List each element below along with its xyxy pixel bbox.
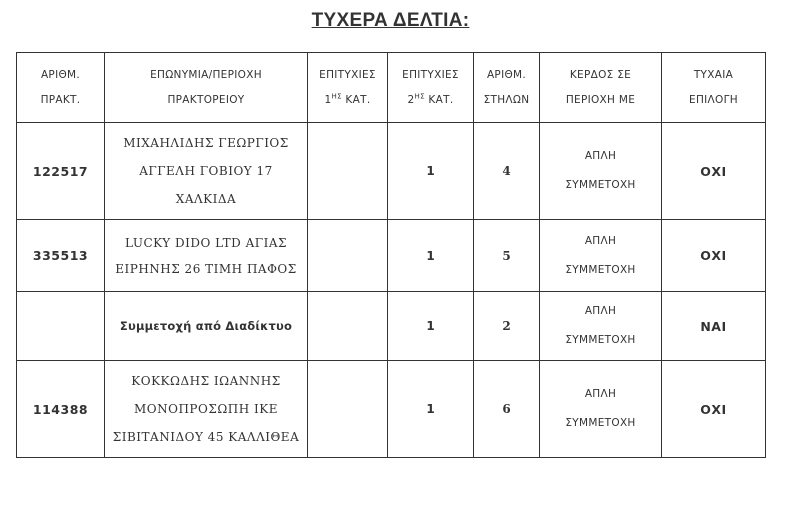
agency-name-cell [105,123,308,220]
header-wins-category-2 [388,53,474,123]
agency-line: Συμμετοχή από Διαδίκτυο [119,319,293,333]
columns-count-cell: 4 [474,123,540,220]
prize-line: ΑΠΛΗ [584,150,617,162]
table-row [17,123,766,220]
prize-area-cell [540,361,662,458]
header-agency-number [17,53,105,123]
agency-number-cell: 122517 [17,123,105,220]
table-row [17,361,766,458]
prize-area-cell [540,220,662,292]
category-superscript: ΗΣ [414,92,425,100]
random-pick-cell: ΟΧΙ [662,220,766,292]
header-text: ΠΕΡΙΟΧΗ ΜΕ [565,93,636,106]
prize-line: ΣΥΜΜΕΤΟΧΗ [565,179,636,191]
category-suffix: ΚΑΤ. [424,93,454,106]
header-prize-area [540,53,662,123]
header-text: ΕΠΙΛΟΓΗ [689,93,738,106]
lucky-tickets-table [16,52,766,458]
header-text: ΕΠΩΝΥΜΙΑ/ΠΕΡΙΟΧΗ [150,68,262,81]
agency-line: ΣΙΒΙΤΑΝΙΔΟΥ 45 ΚΑΛΛΙΘΕΑ [112,430,300,444]
wins-category-2-cell: 1 [388,123,474,220]
header-text: ΚΕΡΔΟΣ ΣΕ [569,68,632,81]
agency-name-cell [105,220,308,292]
header-text [392,88,469,113]
wins-category-1-cell [308,361,388,458]
agency-line: ΕΙΡΗΝΗΣ 26 ΤΙΜΗ ΠΑΦΟΣ [115,261,297,276]
columns-count-cell: 6 [474,361,540,458]
prize-line: ΣΥΜΜΕΤΟΧΗ [565,334,636,346]
prize-area-cell [540,123,662,220]
wins-category-2-cell: 1 [388,361,474,458]
agency-number-cell: 114388 [17,361,105,458]
header-agency-name [105,53,308,123]
header-text: ΤΥΧΑΙΑ [693,68,734,81]
agency-name-cell [105,361,308,458]
category-suffix: ΚΑΤ. [341,93,371,106]
columns-count-cell: 2 [474,292,540,361]
header-text: ΑΡΙΘΜ. [486,68,527,81]
header-text: ΠΡΑΚΤ. [40,93,81,106]
prize-line: ΑΠΛΗ [584,305,617,317]
agency-line: ΜΙΧΑΗΛΙΔΗΣ ΓΕΩΡΓΙΟΣ [123,136,289,150]
agency-name-cell [105,292,308,361]
category-number: 1 [324,93,332,106]
agency-number-cell: 335513 [17,220,105,292]
category-number: 2 [407,93,415,106]
header-text: ΠΡΑΚΤΟΡΕΙΟΥ [167,93,245,106]
agency-number-cell [17,292,105,361]
prize-line: ΣΥΜΜΕΤΟΧΗ [565,263,636,276]
header-columns-count [474,53,540,123]
header-random-pick [662,53,766,123]
random-pick-cell: ΟΧΙ [662,361,766,458]
random-pick-cell: ΟΧΙ [662,123,766,220]
header-text: ΑΡΙΘΜ. [40,68,81,81]
header-text: ΕΠΙΤΥΧΙΕΣ [402,68,459,81]
prize-area-cell [540,292,662,361]
prize-line: ΑΠΛΗ [584,234,617,247]
wins-category-2-cell: 1 [388,292,474,361]
wins-category-1-cell [308,292,388,361]
prize-line: ΣΥΜΜΕΤΟΧΗ [565,417,636,429]
category-superscript: ΗΣ [331,92,342,100]
page-title: ΤΥΧΕΡΑ ΔΕΛΤΙΑ: [311,10,470,31]
wins-category-1-cell [308,123,388,220]
header-text: ΣΤΗΛΩΝ [483,93,530,106]
agency-line: ΚΟΚΚΩΔΗΣ ΙΩΑΝΝΗΣ [131,374,281,388]
wins-category-1-cell [308,220,388,292]
wins-category-2-cell: 1 [388,220,474,292]
header-wins-category-1 [308,53,388,123]
table-row [17,220,766,292]
prize-line: ΑΠΛΗ [584,388,617,400]
table-row [17,292,766,361]
header-text [312,88,383,113]
agency-line: ΜΟΝΟΠΡΟΣΩΠΗ ΙΚΕ [134,402,278,416]
random-pick-cell: ΝΑΙ [662,292,766,361]
agency-line: LUCKY DIDO LTD ΑΓΙΑΣ [125,235,287,250]
agency-line: ΧΑΛΚΙΔΑ [175,192,237,206]
agency-line: ΑΓΓΕΛΗ ΓΟΒΙΟΥ 17 [139,164,273,178]
columns-count-cell: 5 [474,220,540,292]
table-header-row [17,53,766,123]
header-text: ΕΠΙΤΥΧΙΕΣ [319,68,376,81]
